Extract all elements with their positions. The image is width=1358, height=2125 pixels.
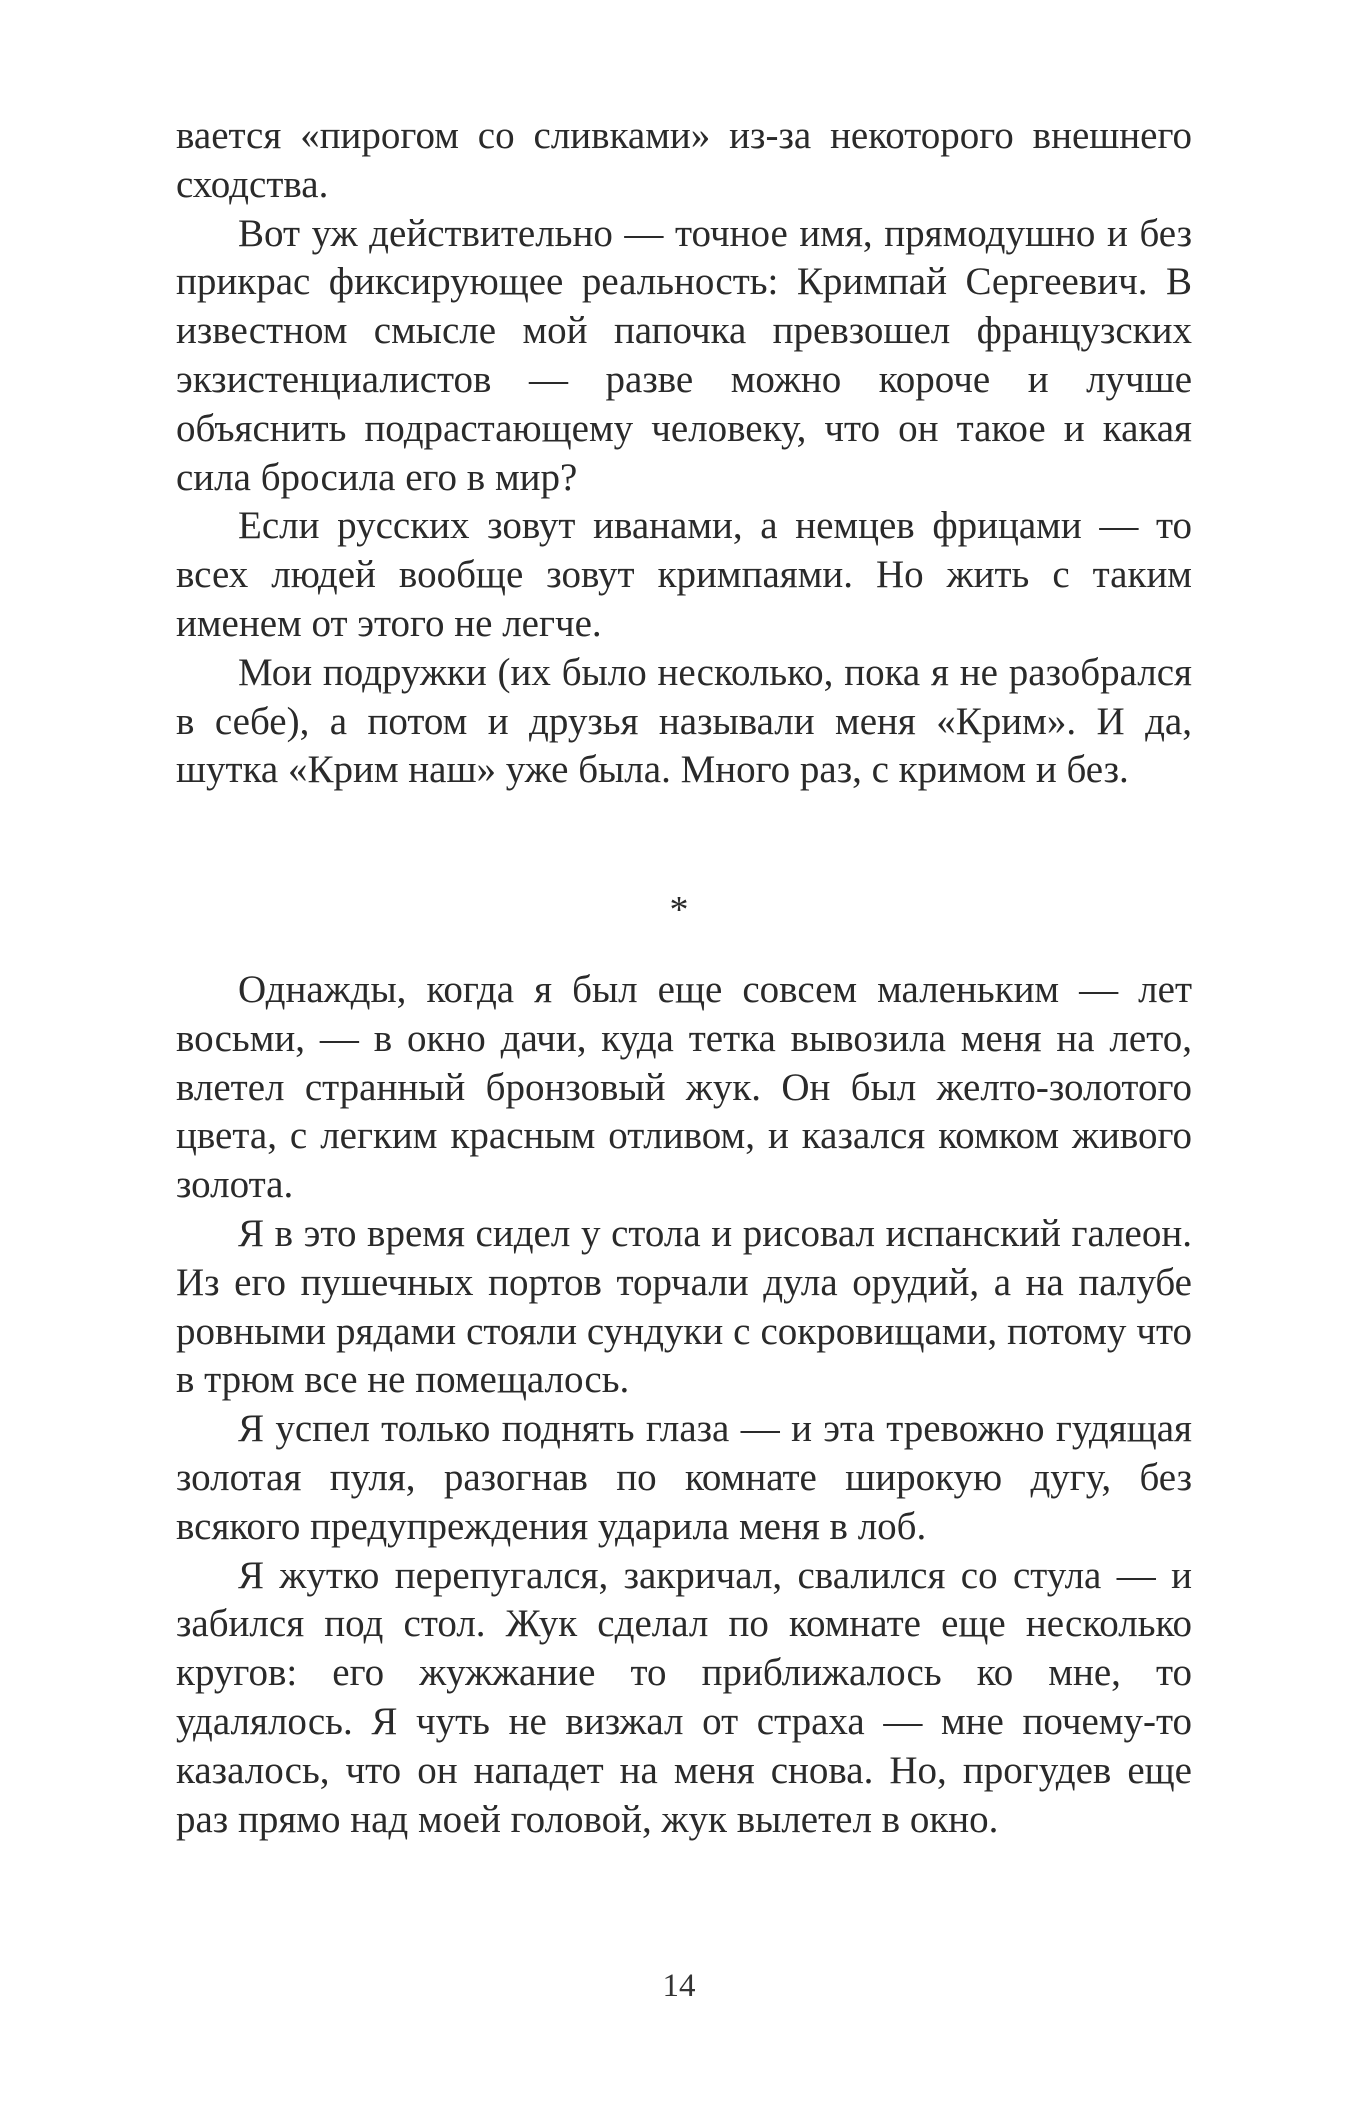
page-number: 14 — [662, 1968, 696, 2004]
text-section-1 — [176, 112, 1192, 795]
text-section-2 — [176, 966, 1192, 1844]
paragraph: Вот уж действительно — точное имя, прямодушно и без прикрас фиксирующее реальность: Кримпай Сергеевич. В известном смысле мой папочка превзошел французских экзистенциалистов — разве можно короче и лучше объяснить подрастающему человеку, что он такое и какая сила бросила его в мир? — [176, 211, 1192, 499]
paragraph: Я успел только поднять глаза — и эта тревожно гудящая золотая пуля, разогнав по комнате широкую дугу, без всякого предупреждения ударила меня в лоб. — [176, 1407, 1192, 1548]
section-separator: * — [669, 889, 689, 931]
paragraph: Я жутко перепугался, закричал, свалился со стула — и забился под стол. Жук сделал по комнате еще несколько кругов: его жужжание то приближалось ко мне, то удалялось. Я чуть не визжал от страха — мне почему-то казалось, что он нападет на меня снова. Но, прогудев еще раз прямо над моей головой, жук вылетел в окно. — [176, 1553, 1192, 1841]
paragraph-continued: вается «пирогом со сливками» из-за некоторого внешнего сходства. — [176, 114, 1192, 206]
paragraph: Однажды, когда я был еще совсем маленьким — лет восьми, — в окно дачи, куда тетка вывозила меня на лето, влетел странный бронзовый жук. Он был желто-золотого цвета, с легким красным отливом, и казался комком живого золота. — [176, 968, 1192, 1207]
paragraph: Если русских зовут иванами, а немцев фрицами — то всех людей вообще зовут кримпаями. Но жить с таким именем от этого не легче. — [176, 504, 1192, 645]
paragraph: Мои подружки (их было несколько, пока я не разобрался в себе), а потом и друзья называли меня «Крим». И да, шутка «Крим наш» уже была. Много раз, с кримом и без. — [176, 650, 1192, 792]
paragraph: Я в это время сидел у стола и рисовал испанский галеон. Из его пушечных портов торчали дула орудий, а на палубе ровными рядами стояли сундуки с сокровищами, потому что в трюм все не помещалось. — [176, 1211, 1192, 1402]
